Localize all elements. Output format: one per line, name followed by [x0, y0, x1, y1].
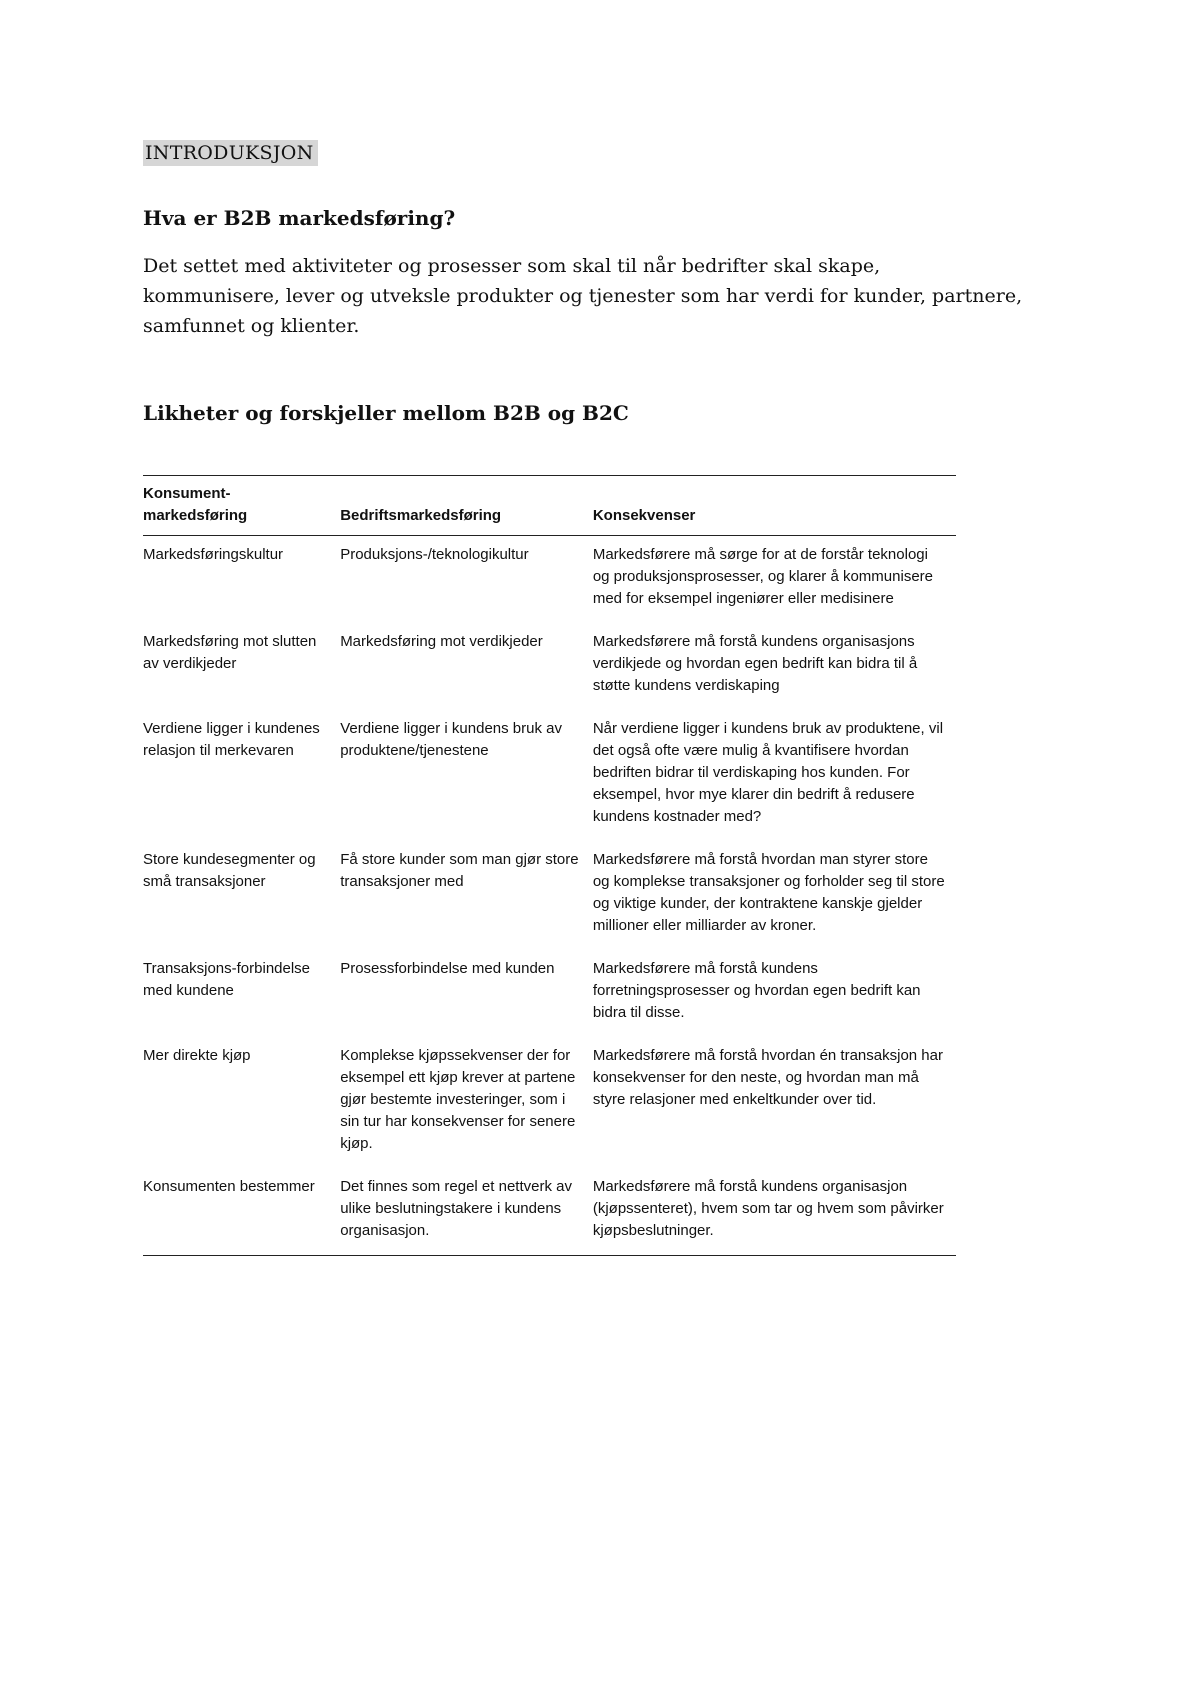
table-row	[143, 950, 956, 1037]
comparison-table	[143, 475, 956, 1256]
header-business-marketing-label: Bedriftsmarkedsføring	[340, 507, 502, 524]
cell-business: Prosessforbindelse med kunden	[340, 960, 555, 977]
cell-consequence: Markedsførere må forstå kundens organisasjons verdikjede og hvordan egen bedrift kan bidra til å støtte kundens verdiskaping	[592, 633, 918, 694]
header-business-marketing	[340, 476, 593, 536]
cell-business: Det finnes som regel et nettverk av ulike beslutningstakere i kundens organisasjon.	[340, 1178, 572, 1239]
cell-consumer: Markedsføringskultur	[143, 546, 284, 563]
cell-consequence: Markedsførere må forstå hvordan man styrer store og komplekse transaksjoner og forholder seg til store og viktige kunder, der kontraktene kanskje gjelder millioner eller milliarder av kroner.	[592, 851, 945, 934]
header-consequences-label: Konsekvenser	[592, 507, 696, 524]
cell-consumer: Transaksjons-forbindelse med kundene	[143, 960, 311, 999]
header-consequences	[593, 476, 956, 536]
table-row	[143, 1037, 956, 1168]
cell-consequence: Når verdiene ligger i kundens bruk av produktene, vil det også ofte være mulig å kvantifisere hvordan bedriften bidrar til verdiskaping hos kunden. For eksempel, hvor mye klarer din bedrift å redusere kundens kostnader med?	[592, 720, 944, 825]
document-page	[143, 140, 1043, 1256]
cell-business: Komplekse kjøpssekvenser der for eksempel ett kjøp krever at partene gjør bestemte investeringer, som i sin tur har konsekvenser for senere kjøp.	[340, 1047, 576, 1152]
table-row	[143, 1168, 956, 1256]
cell-consequence: Markedsførere må forstå hvordan én transaksjon har konsekvenser for den neste, og hvordan man må styre relasjoner med enkeltkunder over tid.	[592, 1047, 943, 1108]
cell-consumer: Markedsføring mot slutten av verdikjeder	[143, 633, 317, 672]
table-header-row	[143, 476, 956, 536]
cell-business: Få store kunder som man gjør store transaksjoner med	[340, 851, 579, 890]
table-row	[143, 710, 956, 841]
cell-consumer: Verdiene ligger i kundenes relasjon til merkevaren	[143, 720, 320, 759]
cell-business: Markedsføring mot verdikjeder	[340, 633, 543, 650]
intro-paragraph: Det settet med aktiviteter og prosesser som skal til når bedrifter skal skape, kommunisere, lever og utveksle produkter og tjenester som har verdi for kunder, partnere, samfunnet og klienter.	[143, 255, 1023, 337]
table-row	[143, 623, 956, 710]
cell-consequence: Markedsførere må forstå kundens forretningsprosesser og hvordan egen bedrift kan bidra til disse.	[592, 960, 921, 1021]
header-consumer-marketing	[143, 476, 340, 536]
table-row	[143, 536, 956, 624]
cell-consumer: Konsumenten bestemmer	[143, 1178, 315, 1195]
cell-business: Verdiene ligger i kundens bruk av produktene/tjenestene	[340, 720, 562, 759]
cell-consequence: Markedsførere må forstå kundens organisasjon (kjøpssenteret), hvem som tar og hvem som påvirker kjøpsbeslutninger.	[592, 1178, 944, 1239]
table-row	[143, 841, 956, 950]
heading-what-is-b2b: Hva er B2B markedsføring?	[143, 206, 456, 230]
header-consumer-marketing-label: Konsument- markedsføring	[143, 485, 248, 524]
cell-consequence: Markedsførere må sørge for at de forstår teknologi og produksjonsprosesser, og klarer å kommunisere med for eksempel ingeniører eller medisinere	[592, 546, 933, 607]
section-label: INTRODUKSJON	[143, 140, 318, 166]
cell-business: Produksjons-/teknologikultur	[340, 546, 529, 563]
cell-consumer: Mer direkte kjøp	[143, 1047, 251, 1064]
cell-consumer: Store kundesegmenter og små transaksjoner	[143, 851, 316, 890]
heading-comparison: Likheter og forskjeller mellom B2B og B2C	[143, 401, 629, 425]
